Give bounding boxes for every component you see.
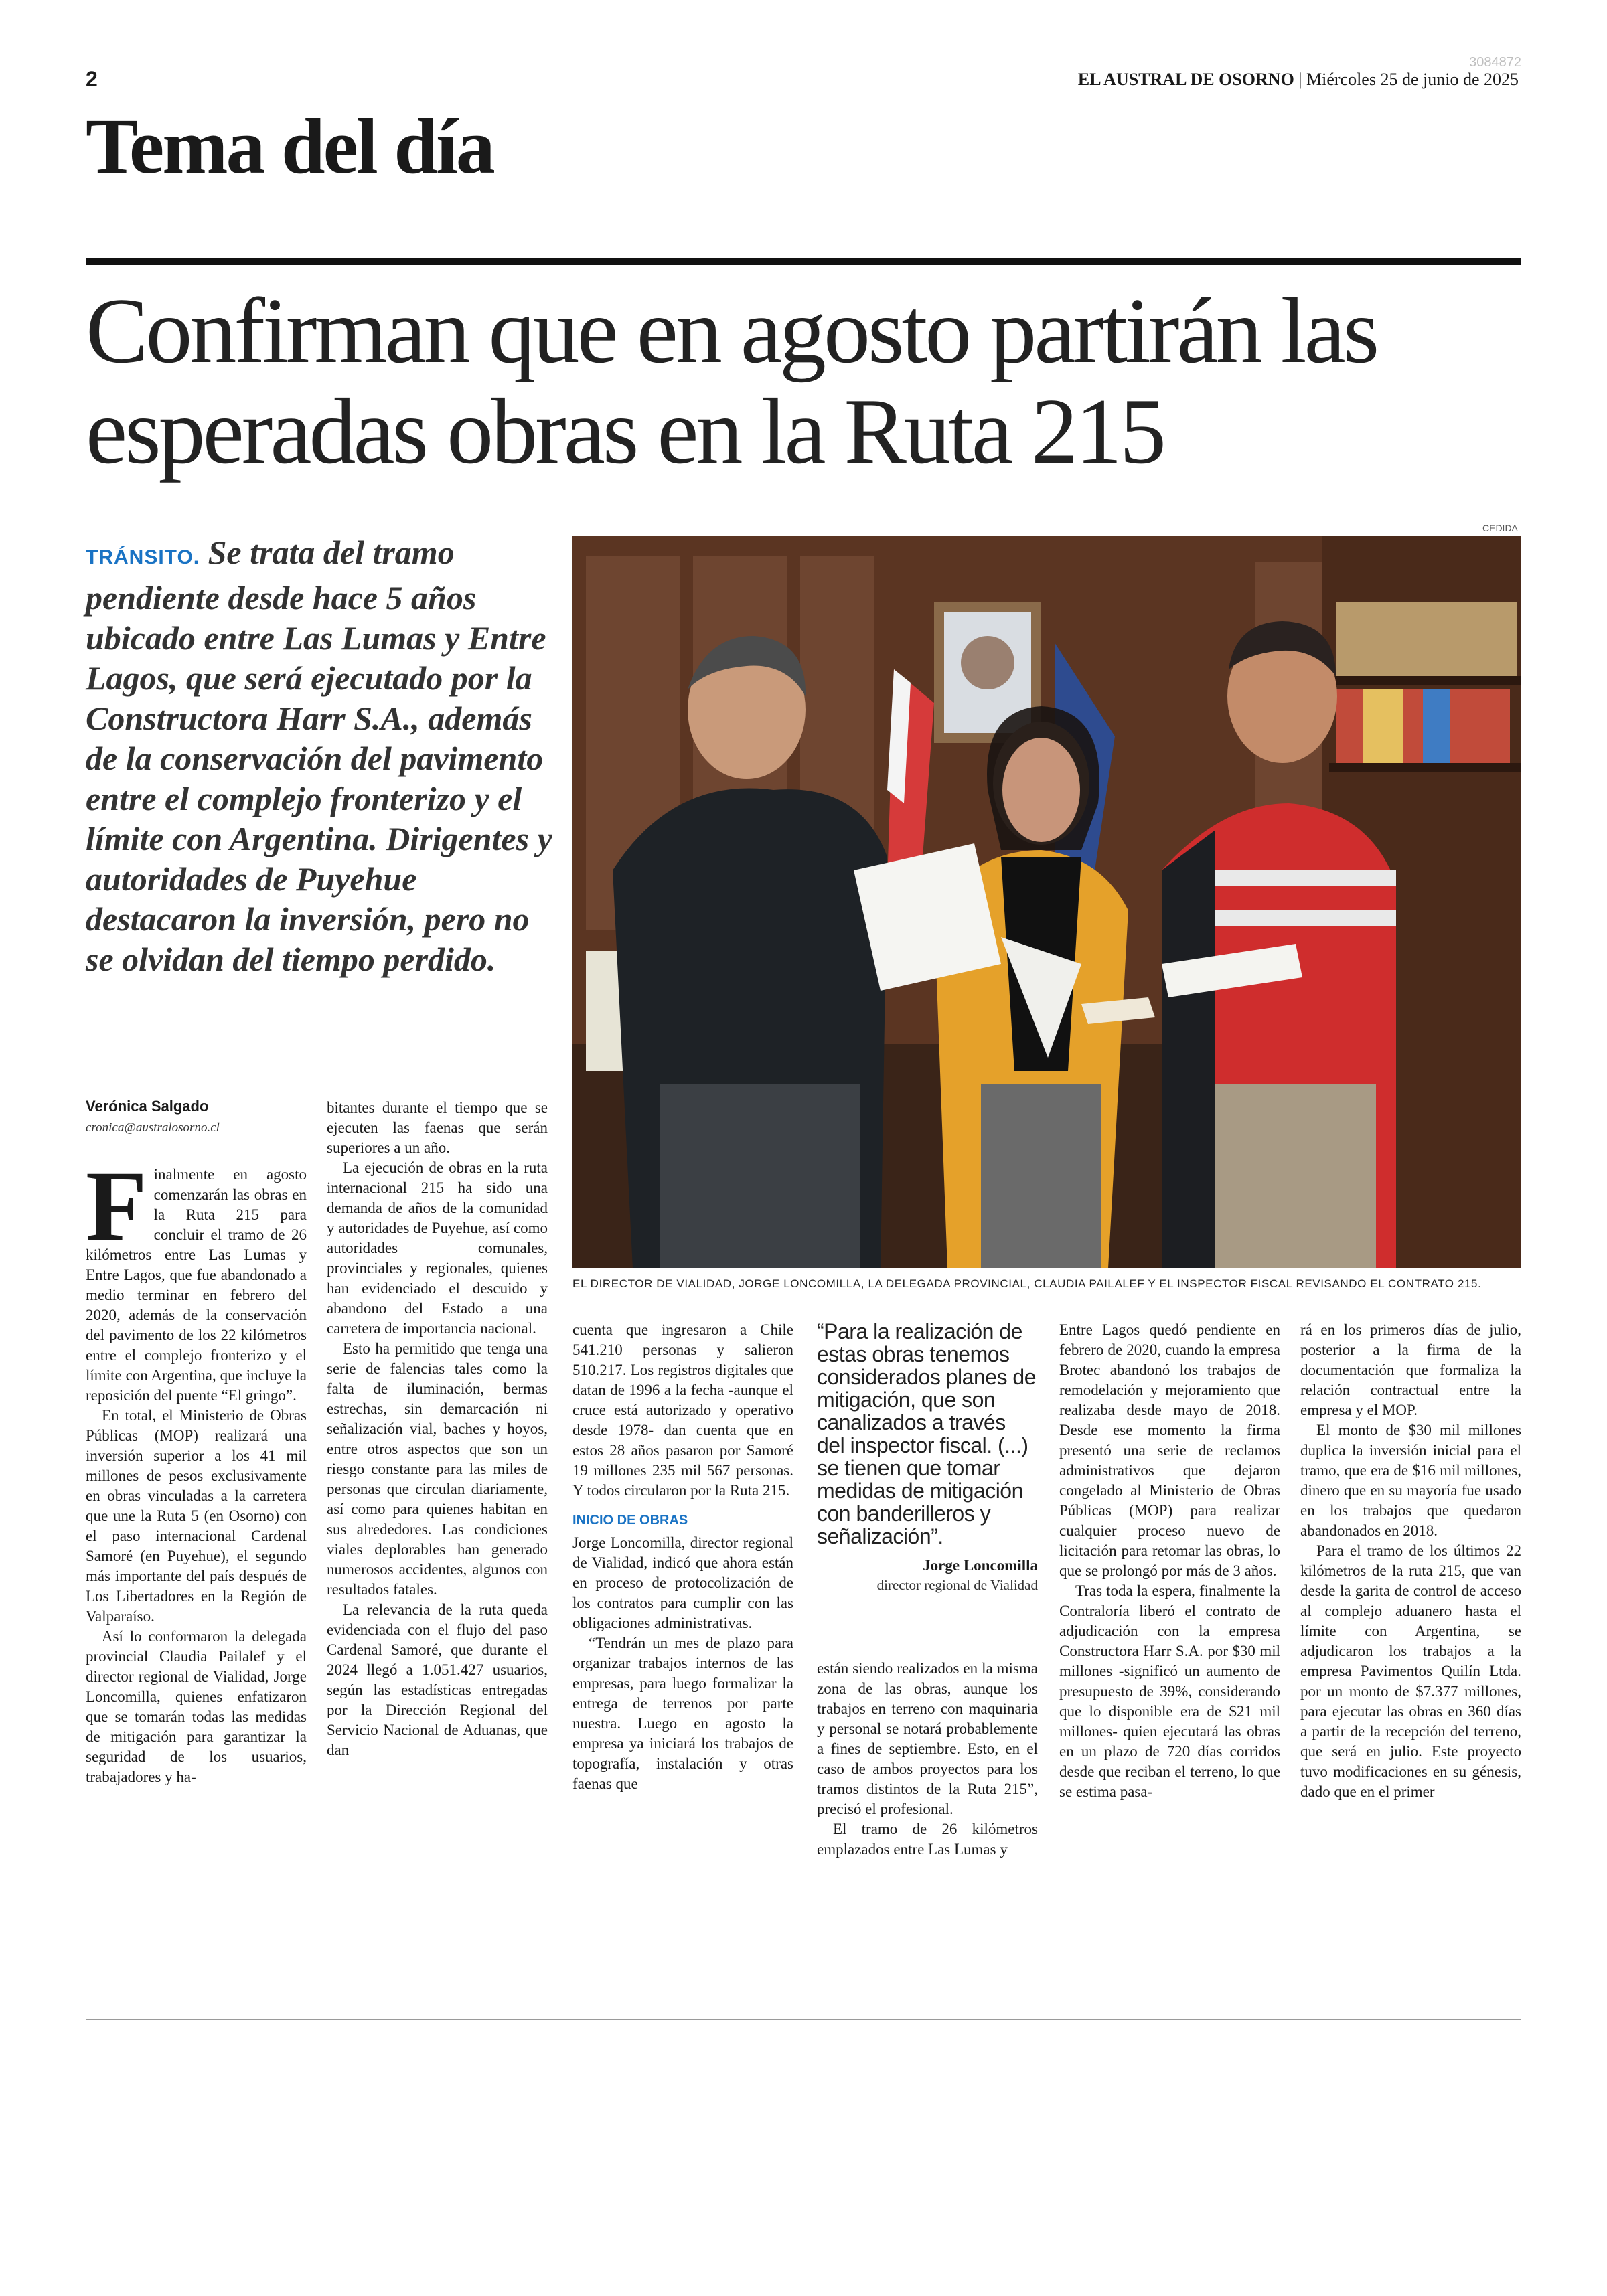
section-rule — [86, 258, 1521, 265]
pull-quote-text: “Para la realización de estas obras tenemos considerados planes de mitigación, que son canalizados a través del inspector fiscal. (...) se tienen que tomar medidas de mitigación con banderilleros y señalización”. — [817, 1319, 1037, 1548]
headline: Confirman que en agosto partirán las esperadas obras en la Ruta 215 — [86, 279, 1377, 483]
pull-quote-author: Jorge Loncomilla — [923, 1557, 1038, 1574]
masthead — [1078, 70, 1519, 90]
drop-cap: F — [86, 1151, 147, 1262]
lede-text: Se trata del tramo pendiente desde hace 5 años ubicado entre Las Lumas y Entre Lagos, que será ejecutado por la Constructora Harr S.A., además de la conservación del pavimento entre el complejo fronterizo y el límite con Argentina. Dirigentes y autoridades de Puyehue destacaron la inversión, pero no se olvidan del tiempo perdido. — [86, 534, 552, 978]
photo-caption: EL DIRECTOR DE VIALIDAD, JORGE LONCOMILLA, LA DELEGADA PROVINCIAL, CLAUDIA PAILALEF Y EL INSPECTOR FISCAL REVISANDO EL CONTRATO 215. — [572, 1277, 1482, 1290]
byline-email[interactable]: cronica@australosorno.cl — [86, 1121, 220, 1135]
publication-name: EL AUSTRAL DE OSORNO — [1077, 70, 1294, 89]
paragraph: Para el tramo de los últimos 22 kilómetros de la ruta 215, que van desde la garita de control de acceso al complejo aduanero hasta el límite con Argentina, se adjudicaron los trabajos a la empresa Pavimentos Quilín Ltda. por un monto de $7.377 millones, para ejecutar las obras en 360 días a partir de la recepción del terreno, que será en julio. Este proyecto tuvo modificaciones en su génesis, dado que en el primer — [1300, 1542, 1521, 1800]
paragraph: Jorge Loncomilla, director regional de Vialidad, indicó que ahora están en proceso de protocolización de los contratos para cumplir con las obligaciones administrativas. — [572, 1534, 793, 1631]
paragraph: La ejecución de obras en la ruta internacional 215 ha sido una demanda de años de la comunidad y autoridades de Puyehue, así como autoridades comunales, provinciales y regionales, quienes han evidenciado el descuido y abandono del Estado a una carretera de importancia nacional. — [327, 1159, 548, 1337]
publication-date: | Miércoles 25 de junio de 2025 — [1298, 70, 1519, 89]
paragraph: Entre Lagos quedó pendiente en febrero de 2020, cuando la empresa Brotec abandonó los trabajos de remodelación y mejoramiento que realizaba desde mayo de 2018. Desde ese momento la firma presentó una serie de reclamos administrativos que dejaron congelado al Ministerio de Obras Públicas (MOP) para realizar cualquier proceso nuevo de licitación para retomar las obras, lo que se prolongó por más de 3 años. — [1059, 1321, 1280, 1579]
news-photo — [572, 536, 1521, 1268]
byline-author: Verónica Salgado — [86, 1098, 209, 1115]
paragraph-text: inalmente en agosto comenzarán las obras en la Ruta 215 para concluir el tramo de 26 kilómetros entre Las Lumas y Entre Lagos, que fue abandonado a medio terminar en febrero del 2020, además de la conservación del pavimento de los 22 kilómetros entre el complejo fronterizo y el límite con Argentina, que incluye la reposición del puente “El gringo”. — [86, 1166, 307, 1404]
paragraph: Esto ha permitido que tenga una serie de falencias tales como la falta de iluminación, bermas estrechas, sin demarcación ni señalización vial, baches y hoyos, entre otros aspectos que son un riesgo constante para las miles de personas que circulan diariamente, así como para quienes habitan en sus alrededores. Las condiciones viales deplorables han generado numerosos accidentes, algunos con resultados fatales. — [327, 1340, 548, 1598]
reference-id: 3084872 — [1469, 55, 1521, 70]
paragraph: bitantes durante el tiempo que se ejecuten las faenas que serán superiores a un año. — [327, 1099, 548, 1156]
section-title: Tema del día — [86, 102, 493, 190]
article-column-6 — [1300, 1320, 1521, 1802]
article-column-3 — [572, 1320, 793, 1794]
subheading: INICIO DE OBRAS — [572, 1513, 688, 1528]
paragraph: Tras toda la espera, finalmente la Contraloría liberó el contrato de adjudicación con la empresa Constructora Harr S.A. por $30 mil millones -significó un aumento de presupuesto de 39%, considerando que lo disponible era de $21 mil millones- quien ejecutará las obras en un plazo de 720 días corridos desde que reciban el terreno, lo que se estima pasa- — [1059, 1582, 1280, 1800]
lede-kicker: TRÁNSITO. — [86, 546, 200, 568]
article-column-1 — [86, 1151, 307, 1787]
lede — [86, 532, 554, 979]
bottom-rule — [86, 2019, 1521, 2020]
page-number: 2 — [86, 67, 98, 91]
paragraph: cuenta que ingresaron a Chile 541.210 personas y salieron 510.217. Los registros digitales que datan de 1996 a la fecha -aunque el cruce está autorizado y operativo desde 1978- dan cuenta que en estos 28 años pasaron por Samoré 19 millones 235 mil 567 personas. Y todos circularon por la Ruta 215. — [572, 1321, 793, 1499]
photo-credit: CEDIDA — [1482, 523, 1518, 534]
pull-quote-role: director regional de Vialidad — [876, 1577, 1038, 1593]
article-column-5 — [1059, 1320, 1280, 1802]
article-column-4 — [817, 1659, 1038, 1860]
paragraph: “Tendrán un mes de plazo para organizar trabajos internos de las empresas, para luego formalizar la entrega de terrenos por parte nuestra. Luego en agosto la empresa ya iniciará los trabajos de topografía, instalación y otras faenas que — [572, 1635, 793, 1792]
paragraph: están siendo realizados en la misma zona de las obras, aunque los trabajos en terreno con maquinaria y personal se notará probablemente a fines de septiembre. Esto, en el caso de ambos proyectos para los tramos distintos de la Ruta 215”, precisó el profesional. — [817, 1660, 1038, 1817]
byline — [86, 1098, 307, 1135]
paragraph: El monto de $30 mil millones duplica la inversión inicial para el tramo, que era de $16 mil millones, dinero que en su mayoría fue usado en los trabajos que quedaron abandonados en 2018. — [1300, 1422, 1521, 1539]
paragraph: La relevancia de la ruta queda evidenciada con el flujo del paso Cardenal Samoré, que durante el 2024 llegó a 1.051.427 usuarios, según las estadísticas entregadas por la Dirección Regional del Servicio Nacional de Aduanas, que dan — [327, 1601, 548, 1758]
paragraph — [86, 1151, 307, 1406]
paragraph: El tramo de 26 kilómetros emplazados entre Las Lumas y — [817, 1821, 1038, 1858]
paragraph: Así lo conformaron la delegada provincial Claudia Pailalef y el director regional de Vialidad, Jorge Loncomilla, quienes enfatizaron que se tomarán todas las medidas de mitigación para garantizar la seguridad de los usuarios, trabajadores y ha- — [86, 1628, 307, 1785]
pull-quote — [817, 1320, 1038, 1594]
paragraph: En total, el Ministerio de Obras Públicas (MOP) realizará una inversión superior a los 41 mil millones de pesos exclusivamente en obras vinculadas a la carretera que une la Ruta 5 (en Osorno) con el paso internacional Cardenal Samoré (en Puyehue), el segundo más importante del país después de Los Libertadores en la Región de Valparaíso. — [86, 1407, 307, 1625]
photo-illustration — [572, 536, 1521, 1268]
paragraph: rá en los primeros días de julio, posterior a la firma de la documentación que formaliza la relación contractual entre la empresa y el MOP. — [1300, 1321, 1521, 1418]
article-column-2 — [327, 1098, 548, 1760]
